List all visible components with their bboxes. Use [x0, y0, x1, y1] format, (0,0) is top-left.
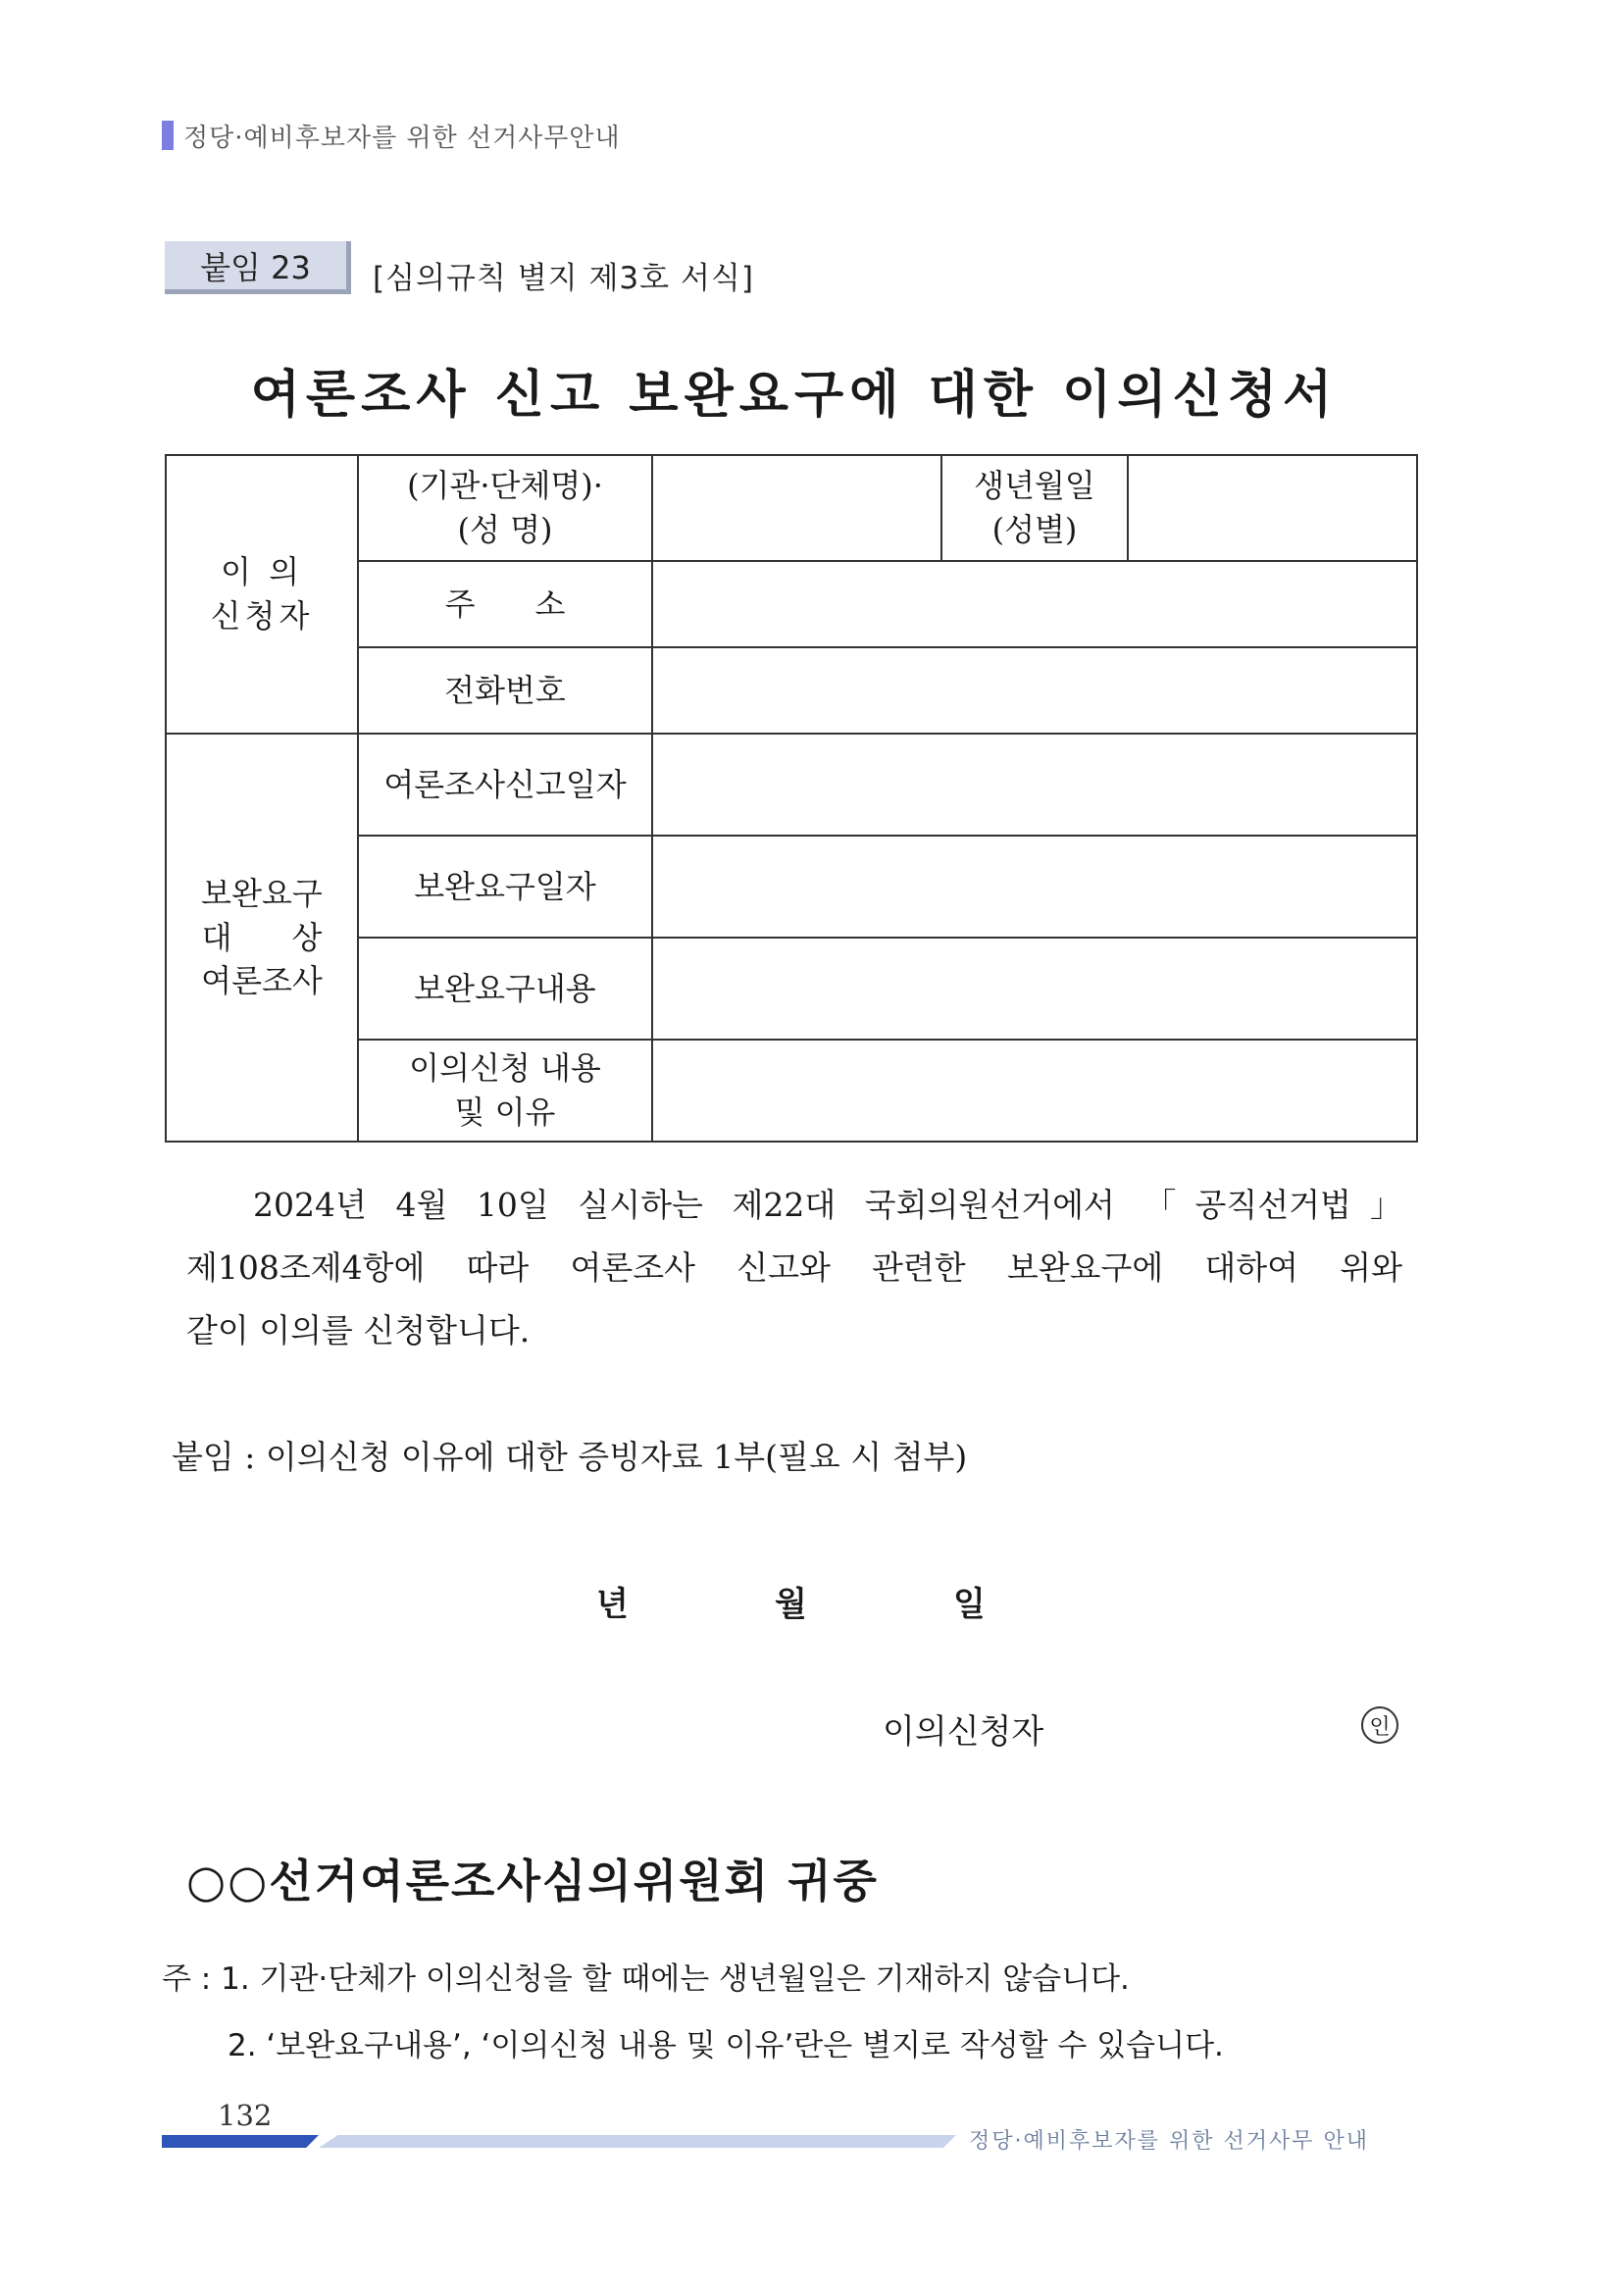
date-year: 년	[596, 1585, 629, 1624]
addressee: ○○선거여론조사심의위원회 귀중	[186, 1855, 879, 1908]
request-content-field[interactable]	[652, 938, 1417, 1040]
name-label	[358, 455, 652, 561]
footer-accent-bar	[162, 2135, 319, 2148]
application-form-table	[165, 454, 1418, 1143]
header-accent-bar	[162, 121, 174, 150]
body-line-1: 2024년 4월 10일 실시하는 제22대 국회의원선거에서 「공직선거법」	[253, 1186, 1402, 1224]
date-day: 일	[953, 1585, 986, 1624]
address-field[interactable]	[652, 561, 1417, 647]
request-content-label: 보완요구내용	[358, 938, 652, 1040]
birth-label-line2: (성별)	[991, 511, 1078, 548]
body-paragraph	[186, 1174, 1402, 1362]
survey-group-line3: 여론조사	[201, 962, 323, 1000]
phone-field[interactable]	[652, 647, 1417, 734]
applicant-group-line2: 신청자	[210, 597, 314, 635]
survey-report-date-label: 여론조사신고일자	[358, 734, 652, 836]
form-reference: [심의규칙 별지 제3호 서식]	[373, 261, 754, 296]
attachment-badge: 붙임 23	[165, 241, 351, 294]
note-2: 2. ‘보완요구내용’, ‘이의신청 내용 및 이유’란은 별지로 작성할 수 있습니다.	[228, 2028, 1224, 2063]
document-title: 여론조사 신고 보완요구에 대한 이의신청서	[250, 365, 1339, 425]
applicant-group-label	[166, 455, 358, 734]
name-label-line2: (성 명)	[457, 511, 553, 548]
applicant-group-line1: 이 의	[221, 553, 303, 591]
objection-field[interactable]	[652, 1040, 1417, 1142]
request-date-field[interactable]	[652, 836, 1417, 938]
survey-group-label	[166, 734, 358, 1142]
objection-label-line2: 및 이유	[454, 1094, 556, 1131]
objection-label-line1: 이의신청 내용	[409, 1049, 601, 1088]
note-1: 주 : 1. 기관·단체가 이의신청을 할 때에는 생년월일은 기재하지 않습니다.	[162, 1961, 1130, 1997]
birth-label	[941, 455, 1128, 561]
header-title: 정당·예비후보자를 위한 선거사무안내	[183, 123, 621, 153]
running-header	[162, 120, 621, 151]
name-label-line1: (기관·단체명)·	[407, 467, 603, 505]
objection-label	[358, 1040, 652, 1142]
attachment-note: 붙임 : 이의신청 이유에 대한 증빙자료 1부(필요 시 첨부)	[172, 1438, 968, 1476]
birth-field[interactable]	[1128, 455, 1417, 561]
footer-title: 정당·예비후보자를 위한 선거사무 안내	[969, 2129, 1370, 2154]
date-month: 월	[775, 1585, 807, 1624]
signature-label: 이의신청자	[883, 1712, 1044, 1752]
birth-label-line1: 생년월일	[974, 467, 1095, 505]
survey-group-line1: 보완요구	[201, 874, 323, 912]
request-date-label: 보완요구일자	[358, 836, 652, 938]
body-line-2: 제108조제4항에 따라 여론조사 신고와 관련한 보완요구에 대하여 위와	[186, 1248, 1402, 1287]
seal-icon: 인	[1361, 1706, 1398, 1744]
name-field[interactable]	[652, 455, 941, 561]
survey-report-date-field[interactable]	[652, 734, 1417, 836]
survey-group-line2: 대 상	[201, 918, 323, 956]
footer-light-bar	[319, 2135, 956, 2148]
phone-label: 전화번호	[358, 647, 652, 734]
page-number: 132	[218, 2099, 273, 2132]
body-line-3: 같이 이의를 신청합니다.	[186, 1311, 531, 1349]
address-label: 주 소	[358, 561, 652, 647]
